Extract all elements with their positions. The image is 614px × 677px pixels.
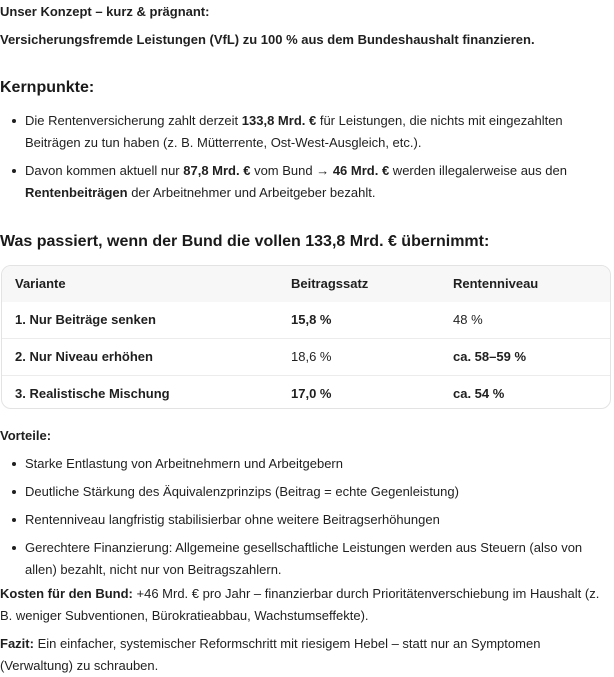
list-item: Rentenniveau langfristig stabilisierbar ohne weitere Beitragserhöhungen bbox=[0, 509, 614, 531]
vorteile-list bbox=[0, 453, 614, 581]
kosten-label: Kosten für den Bund: bbox=[0, 586, 133, 601]
column-header-rentenniveau: Rentenniveau bbox=[453, 276, 539, 291]
table-row bbox=[2, 338, 610, 375]
table-row bbox=[2, 375, 610, 409]
fazit-paragraph bbox=[0, 633, 612, 677]
kosten-text: +46 Mrd. € pro Jahr – finanzierbar durch Prioritätenverschiebung im Haushalt (z. B. weniger Subventionen, Bürokratieabbau, Wachstumseffekte). bbox=[0, 586, 600, 623]
amount-bund: 87,8 Mrd. € bbox=[183, 163, 251, 178]
column-header-variante: Variante bbox=[15, 276, 66, 291]
list-item: Deutliche Stärkung des Äquivalenzprinzips (Beitrag = echte Gegenleistung) bbox=[0, 481, 614, 503]
fazit-text: Ein einfacher, systemischer Reformschritt mit riesigem Hebel – statt nur an Symptomen (Verwaltung) zu schrauben. bbox=[0, 636, 541, 673]
table-row bbox=[2, 302, 610, 338]
variante-cell: 1. Nur Beiträge senken bbox=[15, 312, 156, 327]
list-item: Davon kommen aktuell nur 87,8 Mrd. € vom Bund → 46 Mrd. € werden illegalerweise aus den Rentenbeiträgen der Arbeitnehmer und Arbeitgeber bezahlt. bbox=[0, 160, 600, 204]
amount-total: 133,8 Mrd. € bbox=[241, 113, 317, 128]
beitragssatz-cell: 18,6 % bbox=[291, 349, 332, 364]
list-item: Gerechtere Finanzierung: Allgemeine gesellschaftliche Leistungen werden aus Steuern (also von allen) bezahlt, nicht nur von Beitragszahlern. bbox=[0, 537, 614, 581]
kernpunkte-list bbox=[0, 110, 600, 204]
scenario-table bbox=[1, 265, 611, 409]
amount-gap: 46 Mrd. € bbox=[332, 163, 390, 178]
rentenniveau-cell: ca. 58–59 % bbox=[453, 349, 527, 364]
rentenniveau-cell: 48 % bbox=[453, 312, 483, 327]
fazit-label: Fazit: bbox=[0, 636, 34, 651]
rentenniveau-cell: ca. 54 % bbox=[453, 386, 505, 401]
variante-cell: 2. Nur Niveau erhöhen bbox=[15, 349, 153, 364]
rentenbeitraegen-emphasis: Rentenbeiträgen bbox=[25, 185, 128, 200]
concept-statement: Versicherungsfremde Leistungen (VfL) zu 100 % aus dem Bundeshaushalt finanzieren. bbox=[0, 32, 535, 47]
table-section-heading: Was passiert, wenn der Bund die vollen 133,8 Mrd. € übernimmt: bbox=[0, 233, 490, 250]
kosten-paragraph bbox=[0, 583, 612, 627]
beitragssatz-cell: 15,8 % bbox=[291, 312, 332, 327]
variante-cell: 3. Realistische Mischung bbox=[15, 386, 170, 401]
kernpunkte-heading: Kernpunkte: bbox=[0, 79, 95, 96]
table-header-row bbox=[2, 266, 610, 302]
intro-heading: Unser Konzept – kurz & prägnant: bbox=[0, 4, 210, 19]
beitragssatz-cell: 17,0 % bbox=[291, 386, 332, 401]
list-item: Starke Entlastung von Arbeitnehmern und Arbeitgebern bbox=[0, 453, 614, 475]
list-item: Die Rentenversicherung zahlt derzeit 133,8 Mrd. € für Leistungen, die nichts mit eingezahlten Beiträgen zu tun haben (z. B. Mütterrente, Ost-West-Ausgleich, etc.). bbox=[0, 110, 600, 154]
column-header-beitragssatz: Beitragssatz bbox=[291, 276, 369, 291]
vorteile-heading: Vorteile: bbox=[0, 428, 52, 443]
